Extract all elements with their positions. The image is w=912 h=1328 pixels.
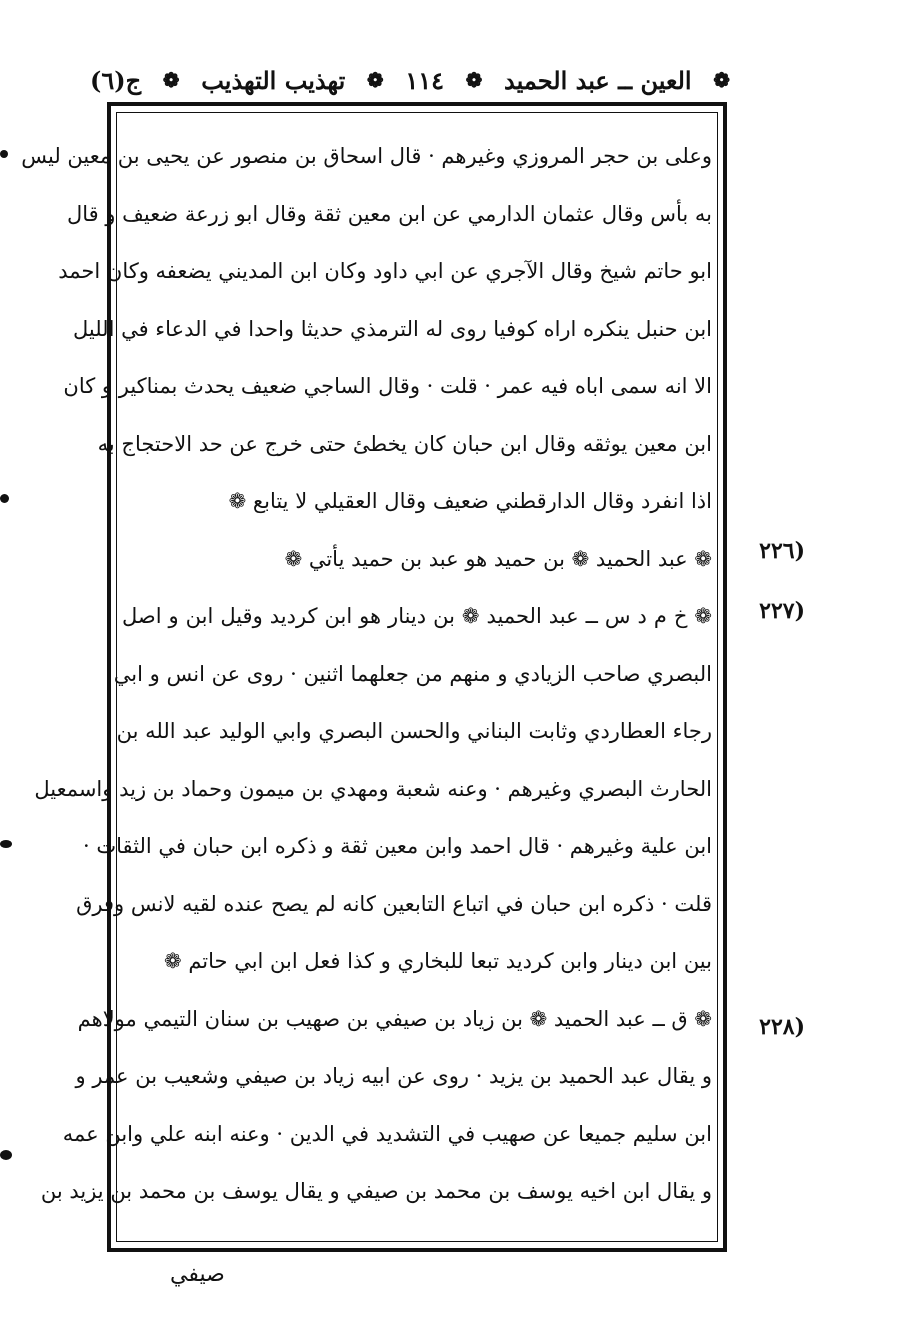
entry-heading-226: ❁ عبد الحميد ❁ بن حميد هو عبد بن حميد يأتي ❁: [284, 546, 712, 571]
text-line: ابن حنبل ينكره اراه كوفيا روى له الترمذي حديثا واحدا في الدعاء في الليل: [72, 316, 712, 341]
text-line: ابن سليم جميعا عن صهيب في التشديد في الدين · وعنه ابنه علي وابن عمه: [62, 1121, 712, 1146]
main-text-block: [21, 128, 712, 1221]
header-volume: ج(٦): [90, 65, 142, 95]
text-line: ابن معين يوثقه وقال ابن حبان كان يخطئ حتى خرج عن حد الاحتجاج به: [97, 431, 712, 456]
text-line: بين ابن دينار وابن كرديد تبعا للبخاري و كذا فعل ابن ابي حاتم ❁: [164, 949, 712, 973]
header-section: العين ــ عبد الحميد: [504, 65, 692, 95]
running-header: [90, 60, 730, 100]
text-line: البصري صاحب الزيادي و منهم من جعلهما اثنين · روى عن انس و ابي: [113, 661, 712, 686]
header-book-title: تهذيب التهذيب: [201, 65, 346, 95]
scan-margin-mark: [0, 494, 9, 503]
scan-margin-mark: [0, 840, 12, 848]
scan-margin-mark: [0, 1150, 12, 1160]
entry-number-227: (٢٢٧: [759, 598, 805, 624]
header-ornament-3: ❁: [465, 68, 483, 92]
text-line: ابن علية وغيرهم · قال احمد وابن معين ثقة و ذكره ابن حبان في الثقات ·: [82, 834, 712, 858]
header-ornament-4: ❁: [713, 68, 730, 92]
text-line: اذا انفرد وقال الدارقطني ضعيف وقال العقيلي لا يتابع ❁: [228, 489, 712, 513]
catchword: صيفي: [170, 1262, 225, 1287]
scan-margin-mark: [0, 150, 8, 158]
entry-number-226: (٢٢٦: [759, 538, 805, 564]
header-ornament-1: ❁: [162, 68, 180, 92]
header-page-number: ١١٤: [405, 65, 444, 95]
text-line: ابو حاتم شيخ وقال الآجري عن ابي داود وكان ابن المديني يضعفه وكان احمد: [58, 259, 712, 283]
text-line: به بأس وقال عثمان الدارمي عن ابن معين ثقة وقال ابو زرعة ضعيف و قال: [66, 201, 712, 226]
text-line: الحارث البصري وغيرهم · وعنه شعبة ومهدي بن ميمون وحماد بن زيد واسمعيل: [34, 776, 712, 801]
text-line: رجاء العطاردي وثابت البناني والحسن البصري وابي الوليد عبد الله بن: [116, 719, 712, 743]
entry-number-228: (٢٢٨: [759, 1014, 805, 1040]
header-ornament-2: ❁: [366, 68, 384, 92]
text-line: الا انه سمى اباه فيه عمر · قلت · وقال الساجي ضعيف يحدث بمناكير و كان: [63, 374, 712, 398]
entry-heading-228: ❁ ق ــ عبد الحميد ❁ بن زياد بن صيفي بن صهيب بن سنان التيمي مولاهم: [77, 1006, 712, 1031]
text-line: و يقال عبد الحميد بن يزيد · روى عن ابيه زياد بن صيفي وشعيب بن عمر و: [75, 1064, 712, 1088]
text-line: وعلى بن حجر المروزي وغيرهم · قال اسحاق بن منصور عن يحيى بن معين ليس: [21, 144, 712, 168]
entry-heading-227: ❁ خ م د س ــ عبد الحميد ❁ بن دينار هو ابن كرديد وقيل ابن و اصل: [122, 604, 712, 628]
text-line: قلت · ذكره ابن حبان في اتباع التابعين كانه لم يصح عنده لقيه لانس وفرق: [76, 891, 712, 916]
text-line: و يقال ابن اخيه يوسف بن محمد بن صيفي و يقال يوسف بن محمد بن يزيد بن: [40, 1179, 712, 1203]
